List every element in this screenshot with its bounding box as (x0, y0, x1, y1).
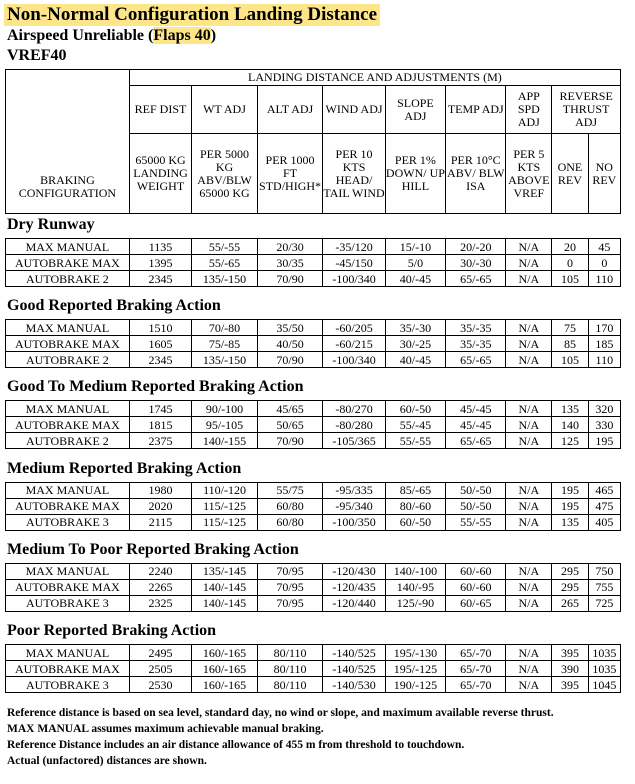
table-cell: 65/-70 (446, 661, 506, 677)
table-cell: 1745 (129, 401, 191, 417)
table-cell: 395 (552, 677, 588, 693)
braking-config-header-cell (6, 70, 130, 214)
braking-data-table (5, 482, 621, 531)
braking-config-cell: AUTOBRAKE 3 (6, 595, 130, 611)
table-cell: 135/-150 (192, 352, 258, 368)
table-cell: 70/90 (257, 433, 323, 449)
section-title: Good Reported Braking Action (7, 297, 221, 315)
table-cell: 725 (588, 595, 620, 611)
table-cell: 85 (552, 336, 588, 352)
table-cell: -95/340 (323, 498, 385, 514)
reverse-thrust-adj-header: REVERSE THRUST ADJ (552, 86, 621, 134)
table-cell: 1815 (129, 417, 191, 433)
table-cell: 2345 (129, 271, 191, 287)
table-cell: 115/-125 (192, 498, 258, 514)
table-cell: 110 (588, 352, 620, 368)
table-cell: 295 (552, 563, 588, 579)
table-cell: 105 (552, 271, 588, 287)
section-title: Medium To Poor Reported Braking Action (7, 540, 299, 558)
table-cell: 750 (588, 563, 620, 579)
group-header: LANDING DISTANCE AND ADJUSTMENTS (M) (129, 70, 620, 86)
table-cell: 160/-165 (192, 677, 258, 693)
table-row (6, 271, 621, 287)
note-max-manual: MAX MANUAL assumes maximum achievable manual braking. (7, 723, 324, 735)
table-cell: -100/350 (323, 514, 385, 530)
table-cell: 20 (552, 239, 588, 255)
table-cell: N/A (506, 563, 552, 579)
table-row (6, 595, 621, 611)
table-cell: -60/215 (323, 336, 385, 352)
table-cell: 45 (588, 239, 620, 255)
braking-data-table (5, 644, 621, 693)
table-cell: N/A (506, 255, 552, 271)
braking-config-cell: MAX MANUAL (6, 239, 130, 255)
table-cell: 1035 (588, 661, 620, 677)
table-cell: 45/-45 (446, 401, 506, 417)
subtitle-suffix: ) (210, 27, 217, 44)
table-cell: 35/-35 (446, 320, 506, 336)
wt-adj-header: WT ADJ (192, 86, 258, 134)
app-spd-sub-header: PER 5 KTS ABOVE VREF (506, 134, 552, 214)
table-row (6, 563, 621, 579)
table-row (6, 401, 621, 417)
table-cell: 2495 (129, 645, 191, 661)
table-cell: 95/-105 (192, 417, 258, 433)
table-cell: 330 (588, 417, 620, 433)
table-cell: 15/-10 (385, 239, 445, 255)
table-row (6, 417, 621, 433)
table-cell: 1510 (129, 320, 191, 336)
table-cell: 475 (588, 498, 620, 514)
table-cell: 160/-165 (192, 645, 258, 661)
table-cell: 60/80 (257, 498, 323, 514)
table-cell: 170 (588, 320, 620, 336)
table-cell: N/A (506, 514, 552, 530)
table-cell: 1035 (588, 645, 620, 661)
table-cell: 50/-50 (446, 498, 506, 514)
table-cell: 45/65 (257, 401, 323, 417)
table-cell: 30/-25 (385, 336, 445, 352)
section-title: Dry Runway (7, 216, 95, 233)
table-cell: 70/95 (257, 595, 323, 611)
table-cell: 1395 (129, 255, 191, 271)
table-cell: 755 (588, 579, 620, 595)
wt-sub-header: PER 5000 KG ABV/BLW 65000 KG (192, 134, 258, 214)
table-row (6, 239, 621, 255)
table-cell: 125/-90 (385, 595, 445, 611)
table-cell: N/A (506, 595, 552, 611)
note-reference-distance: Reference distance is based on sea level, standard day, no wind or slope, and maximum available reverse thrust. (7, 707, 554, 719)
braking-config-cell: MAX MANUAL (6, 401, 130, 417)
table-cell: 20/-20 (446, 239, 506, 255)
braking-data-table (5, 400, 621, 449)
braking-config-cell: AUTOBRAKE MAX (6, 579, 130, 595)
vref-label: VREF40 (7, 47, 67, 64)
table-cell: 80/-60 (385, 498, 445, 514)
table-cell: -140/525 (323, 645, 385, 661)
table-cell: 2265 (129, 579, 191, 595)
table-cell: 35/50 (257, 320, 323, 336)
table-cell: 55/-45 (385, 417, 445, 433)
section-title: Medium Reported Braking Action (7, 459, 242, 477)
table-cell: 50/-50 (446, 482, 506, 498)
braking-config-cell: AUTOBRAKE 2 (6, 433, 130, 449)
table-cell: 70/95 (257, 579, 323, 595)
table-cell: 30/-30 (446, 255, 506, 271)
table-cell: 65/-70 (446, 645, 506, 661)
table-cell: 2375 (129, 433, 191, 449)
table-row (6, 579, 621, 595)
table-row (6, 661, 621, 677)
table-cell: 2020 (129, 498, 191, 514)
header-table (5, 69, 621, 214)
ref-dist-header: REF DIST (129, 86, 191, 134)
table-cell: 40/-45 (385, 271, 445, 287)
table-row (6, 498, 621, 514)
table-cell: 65/-65 (446, 433, 506, 449)
ref-dist-sub-header: 65000 KG LANDING WEIGHT (129, 134, 191, 214)
table-cell: 125 (552, 433, 588, 449)
table-cell: -120/440 (323, 595, 385, 611)
braking-config-header: BRAKING CONFIGURATION (18, 173, 117, 200)
slope-adj-header: SLOPE ADJ (385, 86, 445, 134)
note-actual-distances: Actual (unfactored) distances are shown. (7, 755, 207, 767)
table-cell: 35/-35 (446, 336, 506, 352)
table-cell: 5/0 (385, 255, 445, 271)
table-row (6, 336, 621, 352)
table-cell: 70/95 (257, 563, 323, 579)
table-cell: N/A (506, 320, 552, 336)
table-cell: N/A (506, 482, 552, 498)
table-cell: 55/-55 (446, 514, 506, 530)
table-cell: 110/-120 (192, 482, 258, 498)
braking-config-cell: AUTOBRAKE 2 (6, 271, 130, 287)
wind-adj-header: WIND ADJ (323, 86, 385, 134)
table-cell: 195 (552, 498, 588, 514)
table-cell: 110 (588, 271, 620, 287)
table-cell: 60/-65 (446, 595, 506, 611)
table-cell: N/A (506, 352, 552, 368)
table-cell: 140/-155 (192, 433, 258, 449)
table-cell: 195/-130 (385, 645, 445, 661)
table-cell: 135 (552, 514, 588, 530)
table-cell: 2325 (129, 595, 191, 611)
table-cell: 40/50 (257, 336, 323, 352)
table-cell: 45/-45 (446, 417, 506, 433)
page-title: Non-Normal Configuration Landing Distance (4, 4, 380, 26)
table-cell: N/A (506, 645, 552, 661)
table-cell: N/A (506, 661, 552, 677)
table-cell: -100/340 (323, 271, 385, 287)
table-cell: -140/525 (323, 661, 385, 677)
wind-sub-header: PER 10 KTS HEAD/ TAIL WIND (323, 134, 385, 214)
notes (7, 705, 627, 769)
table-cell: -120/430 (323, 563, 385, 579)
table-cell: 0 (588, 255, 620, 271)
table-cell: 140/-145 (192, 579, 258, 595)
no-rev-header: NO REV (588, 134, 620, 214)
table-cell: -45/150 (323, 255, 385, 271)
table-cell: 60/-50 (385, 401, 445, 417)
table-cell: 75/-85 (192, 336, 258, 352)
table-cell: 50/65 (257, 417, 323, 433)
table-cell: N/A (506, 498, 552, 514)
table-cell: 265 (552, 595, 588, 611)
table-cell: 115/-125 (192, 514, 258, 530)
table-cell: 105 (552, 352, 588, 368)
table-row (6, 320, 621, 336)
table-cell: 70/-80 (192, 320, 258, 336)
subtitle-flaps-highlight: Flaps 40 (153, 27, 211, 44)
braking-data-table (5, 238, 621, 287)
one-rev-header: ONE REV (552, 134, 588, 214)
table-cell: 40/-45 (385, 352, 445, 368)
table-cell: 65/-65 (446, 352, 506, 368)
braking-config-cell: AUTOBRAKE MAX (6, 498, 130, 514)
braking-config-cell: AUTOBRAKE MAX (6, 336, 130, 352)
table-cell: 195 (552, 482, 588, 498)
braking-config-cell: MAX MANUAL (6, 563, 130, 579)
table-cell: 1980 (129, 482, 191, 498)
alt-sub-header: PER 1000 FT STD/HIGH* (257, 134, 323, 214)
table-cell: 30/35 (257, 255, 323, 271)
table-cell: 90/-100 (192, 401, 258, 417)
braking-config-cell: AUTOBRAKE 2 (6, 352, 130, 368)
table-row (6, 255, 621, 271)
table-cell: -60/205 (323, 320, 385, 336)
table-cell: 20/30 (257, 239, 323, 255)
subtitle (7, 27, 216, 45)
braking-data-table (5, 319, 621, 368)
table-cell: 60/-50 (385, 514, 445, 530)
table-cell: 140/-145 (192, 595, 258, 611)
app-spd-adj-header: APP SPD ADJ (506, 86, 552, 134)
table-cell: 0 (552, 255, 588, 271)
temp-sub-header: PER 10°C ABV/ BLW ISA (446, 134, 506, 214)
table-cell: 60/80 (257, 514, 323, 530)
table-cell: 35/-30 (385, 320, 445, 336)
slope-sub-header: PER 1% DOWN/ UP HILL (385, 134, 445, 214)
table-cell: 75 (552, 320, 588, 336)
table-cell: -35/120 (323, 239, 385, 255)
table-cell: 395 (552, 645, 588, 661)
table-cell: N/A (506, 239, 552, 255)
subtitle-prefix: Airspeed Unreliable ( (7, 27, 154, 44)
table-cell: 70/90 (257, 271, 323, 287)
alt-adj-header: ALT ADJ (257, 86, 323, 134)
section-title: Poor Reported Braking Action (7, 622, 217, 639)
braking-config-cell: AUTOBRAKE 3 (6, 677, 130, 693)
table-cell: 195 (588, 433, 620, 449)
table-cell: N/A (506, 579, 552, 595)
table-cell: 295 (552, 579, 588, 595)
table-cell: 85/-65 (385, 482, 445, 498)
table-cell: -120/435 (323, 579, 385, 595)
table-cell: 140/-95 (385, 579, 445, 595)
table-cell: 2240 (129, 563, 191, 579)
table-cell: 135/-150 (192, 271, 258, 287)
table-cell: 190/-125 (385, 677, 445, 693)
table-cell: -80/280 (323, 417, 385, 433)
table-row (6, 514, 621, 530)
table-cell: 80/110 (257, 645, 323, 661)
table-cell: 1605 (129, 336, 191, 352)
temp-adj-header: TEMP ADJ (446, 86, 506, 134)
table-cell: 390 (552, 661, 588, 677)
table-cell: 2115 (129, 514, 191, 530)
table-cell: 2505 (129, 661, 191, 677)
table-cell: 80/110 (257, 661, 323, 677)
table-cell: 65/-70 (446, 677, 506, 693)
table-cell: N/A (506, 401, 552, 417)
table-cell: N/A (506, 271, 552, 287)
table-cell: -140/530 (323, 677, 385, 693)
table-cell: 140 (552, 417, 588, 433)
section-title: Good To Medium Reported Braking Action (7, 378, 304, 396)
table-cell: 2530 (129, 677, 191, 693)
table-cell: -80/270 (323, 401, 385, 417)
note-air-distance: Reference Distance includes an air distance allowance of 455 m from threshold to touchdown. (7, 739, 465, 751)
table-cell: N/A (506, 433, 552, 449)
table-cell: 465 (588, 482, 620, 498)
table-cell: 60/-60 (446, 563, 506, 579)
braking-config-cell: MAX MANUAL (6, 482, 130, 498)
table-row (6, 433, 621, 449)
table-cell: 55/75 (257, 482, 323, 498)
table-cell: 135 (552, 401, 588, 417)
table-row (6, 352, 621, 368)
table-cell: -100/340 (323, 352, 385, 368)
table-cell: 405 (588, 514, 620, 530)
table-cell: N/A (506, 417, 552, 433)
table-cell: 60/-60 (446, 579, 506, 595)
braking-config-cell: AUTOBRAKE MAX (6, 417, 130, 433)
table-cell: 55/-65 (192, 255, 258, 271)
table-cell: 2345 (129, 352, 191, 368)
table-cell: 65/-65 (446, 271, 506, 287)
table-cell: 320 (588, 401, 620, 417)
table-cell: 1045 (588, 677, 620, 693)
braking-config-cell: AUTOBRAKE MAX (6, 661, 130, 677)
table-cell: 70/90 (257, 352, 323, 368)
table-cell: -95/335 (323, 482, 385, 498)
table-cell: 140/-100 (385, 563, 445, 579)
table-cell: N/A (506, 336, 552, 352)
table-cell: 195/-125 (385, 661, 445, 677)
table-cell: 55/-55 (192, 239, 258, 255)
table-row (6, 482, 621, 498)
braking-data-table (5, 563, 621, 612)
table-row (6, 677, 621, 693)
table-cell: 1135 (129, 239, 191, 255)
braking-config-cell: AUTOBRAKE 3 (6, 514, 130, 530)
table-cell: 185 (588, 336, 620, 352)
table-cell: 55/-55 (385, 433, 445, 449)
braking-config-cell: AUTOBRAKE MAX (6, 255, 130, 271)
table-cell: 160/-165 (192, 661, 258, 677)
table-cell: 80/110 (257, 677, 323, 693)
table-cell: N/A (506, 677, 552, 693)
table-cell: 135/-145 (192, 563, 258, 579)
table-row (6, 645, 621, 661)
table-cell: -105/365 (323, 433, 385, 449)
braking-config-cell: MAX MANUAL (6, 645, 130, 661)
braking-config-cell: MAX MANUAL (6, 320, 130, 336)
